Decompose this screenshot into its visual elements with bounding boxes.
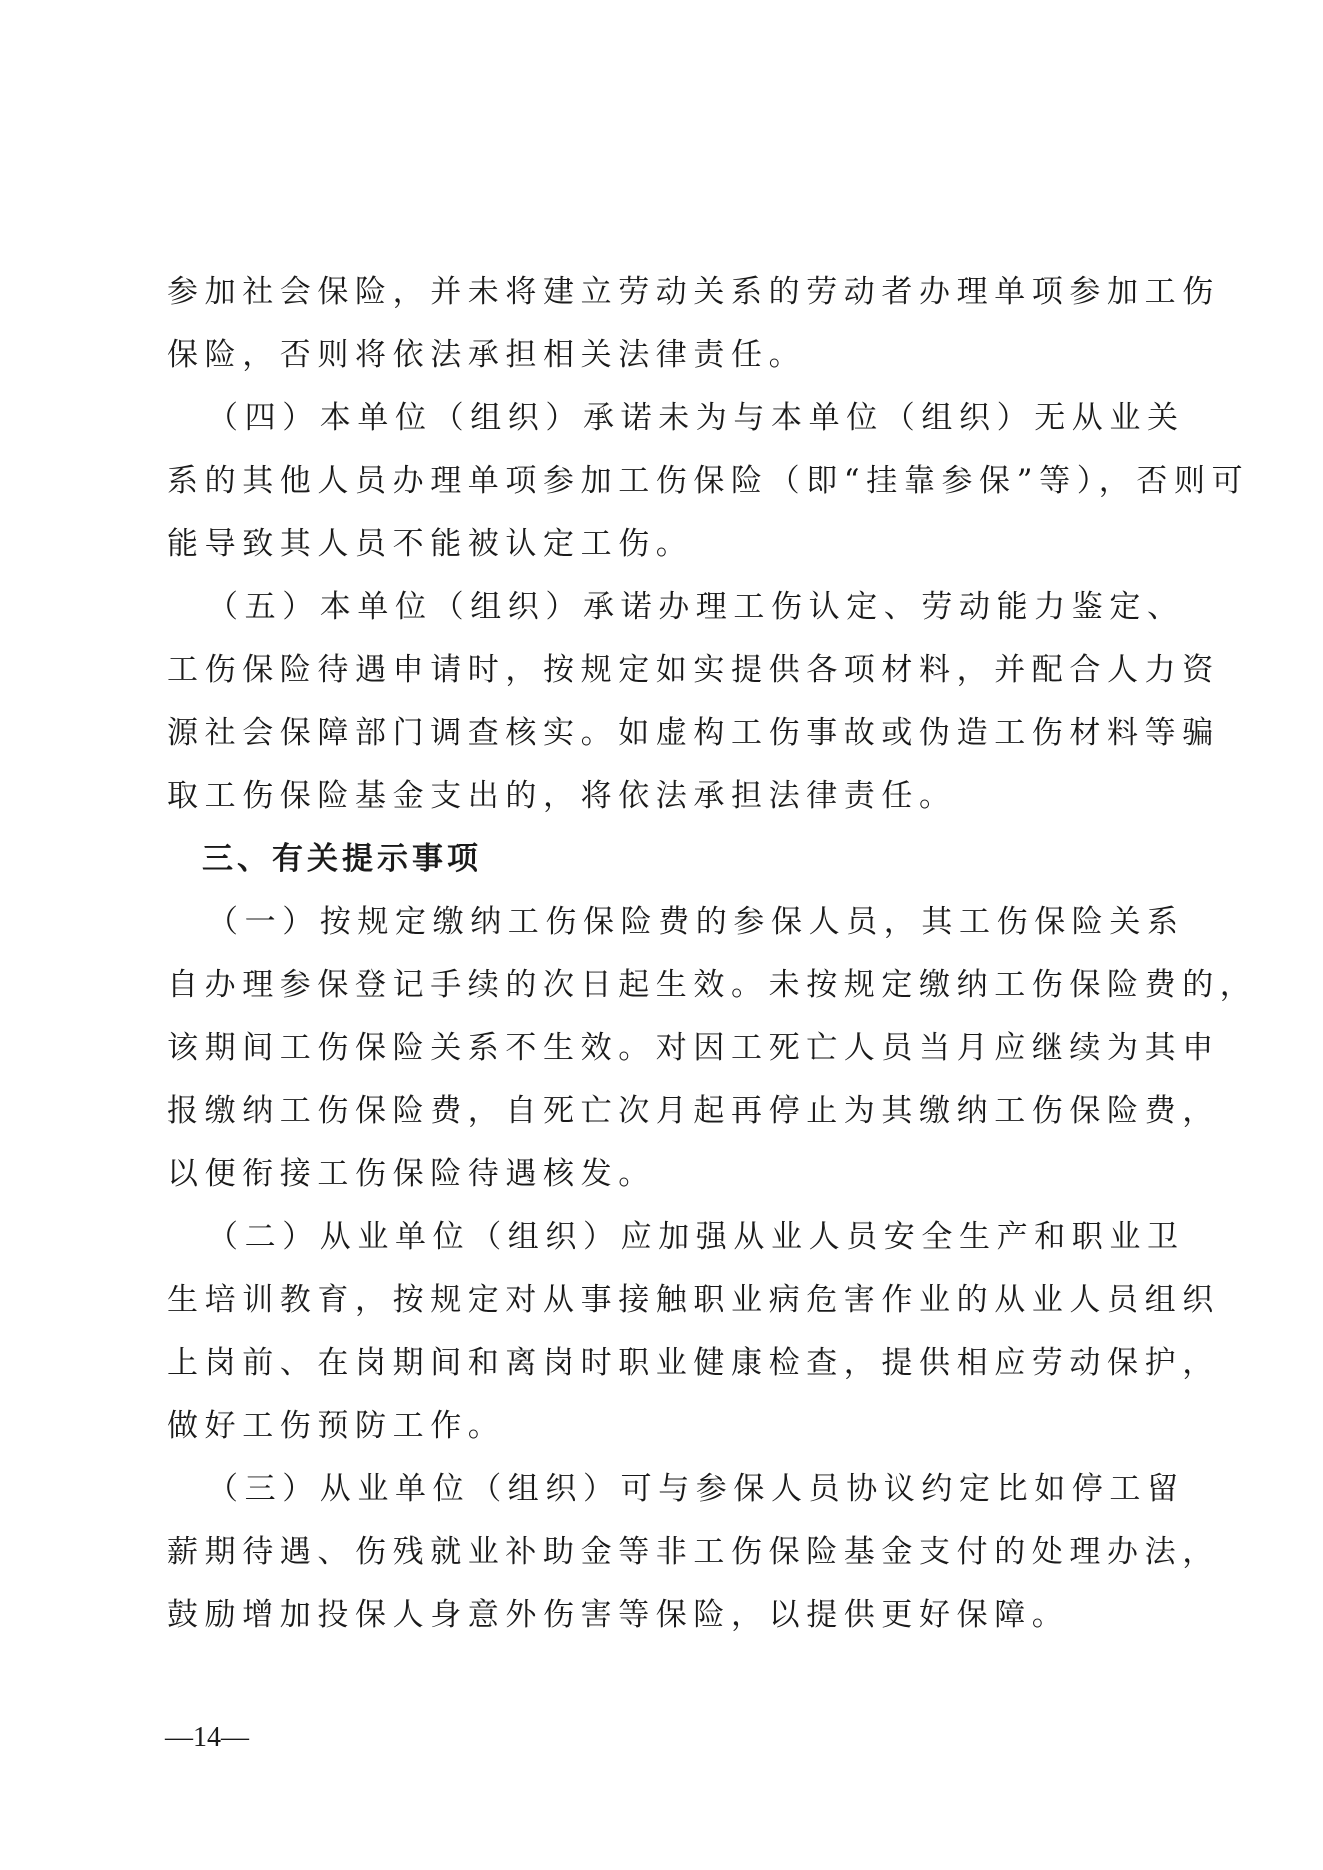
page-number: —14— [165,1722,249,1753]
text-line: 报缴纳工伤保险费，自死亡次月起再停止为其缴纳工伤保险费， [167,1093,1220,1129]
text-line: （二）从业单位（组织）应加强从业人员安全生产和职业卫 [207,1219,1185,1255]
text-line: 保险，否则将依法承担相关法律责任。 [167,337,807,373]
text-line: （四）本单位（组织）承诺未为与本单位（组织）无从业关 [207,400,1185,436]
section-heading: 三、有关提示事项 [202,841,482,877]
text-line: 薪期待遇、伤残就业补助金等非工伤保险基金支付的处理办法， [167,1534,1220,1570]
text-line: （一）按规定缴纳工伤保险费的参保人员，其工伤保险关系 [207,904,1185,940]
text-line: 系的其他人员办理单项参加工伤保险（即“挂靠参保”等），否则可 [167,463,1250,499]
text-line: 生培训教育，按规定对从事接触职业病危害作业的从业人员组织 [167,1282,1220,1318]
text-line: 自办理参保登记手续的次日起生效。未按规定缴纳工伤保险费的， [167,967,1258,1003]
text-line: （三）从业单位（组织）可与参保人员协议约定比如停工留 [207,1471,1185,1507]
text-line: 能导致其人员不能被认定工伤。 [167,526,694,562]
text-line: 参加社会保险，并未将建立劳动关系的劳动者办理单项参加工伤 [167,274,1220,310]
text-line: 源社会保障部门调查核实。如虚构工伤事故或伪造工伤材料等骗 [167,715,1220,751]
text-line: 该期间工伤保险关系不生效。对因工死亡人员当月应继续为其申 [167,1030,1220,1066]
text-line: 做好工伤预防工作。 [167,1408,506,1444]
text-line: 以便衔接工伤保险待遇核发。 [167,1156,656,1192]
text-line: 工伤保险待遇申请时，按规定如实提供各项材料，并配合人力资 [167,652,1220,688]
text-line: 取工伤保险基金支出的，将依法承担法律责任。 [167,778,957,814]
text-line: 上岗前、在岗期间和离岗时职业健康检查，提供相应劳动保护， [167,1345,1220,1381]
text-line: 鼓励增加投保人身意外伤害等保险，以提供更好保障。 [167,1597,1070,1633]
text-line: （五）本单位（组织）承诺办理工伤认定、劳动能力鉴定、 [207,589,1185,625]
